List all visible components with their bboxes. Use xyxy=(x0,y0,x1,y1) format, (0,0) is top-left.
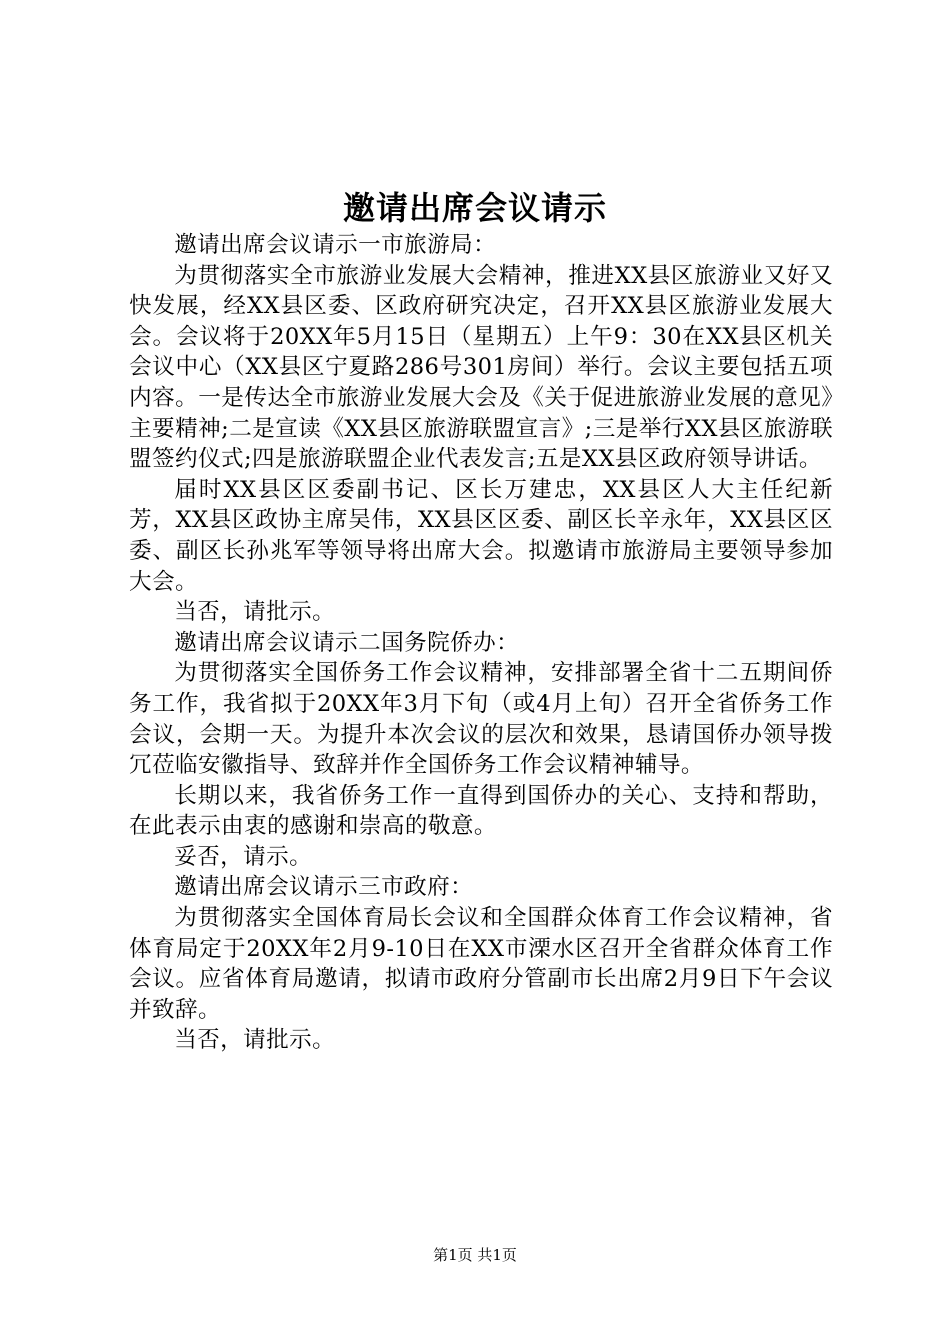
paragraph-6: 为贯彻落实全国侨务工作会议精神，安排部署全省十二五期间侨务工作，我省拟于20XX年3月下旬（或4月上旬）召开全省侨务工作会议，会期一天。为提升本次会议的层次和效果，恳请国侨办领导拨冗莅临安徽指导、致辞并作全国侨务工作会议精神辅导。 xyxy=(129,660,833,779)
document-title: 邀请出席会议请示 xyxy=(342,189,607,227)
paragraph-4: 当否，请批示。 xyxy=(174,599,336,626)
paragraph-10: 为贯彻落实全国体育局长会议和全国群众体育工作会议精神，省体育局定于20XX年2月9-10日在XX市溧水区召开全省群众体育工作会议。应省体育局邀请，拟请市政府分管副市长出席2月9日下午会议并致辞。 xyxy=(129,905,833,1023)
paragraph-9: 邀请出席会议请示三市政府： xyxy=(174,874,474,901)
document-body xyxy=(129,230,833,1056)
paragraph-11: 当否，请批示。 xyxy=(174,1027,336,1054)
paragraph-3: 届时XX县区区委副书记、区长万建忠，XX县区人大主任纪新芳，XX县区政协主席吴伟，XX县区区委、副区长辛永年，XX县区区委、副区长孙兆军等领导将出席大会。拟邀请市旅游局主要领导参加大会。 xyxy=(129,476,833,595)
paragraph-5: 邀请出席会议请示二国务院侨办： xyxy=(174,629,520,656)
paragraph-2: 为贯彻落实全市旅游业发展大会精神，推进XX县区旅游业又好又快发展，经XX县区委、区政府研究决定，召开XX县区旅游业发展大会。会议将于20XX年5月15日（星期五）上午9：30在XX县区机关会议中心（XX县区宁夏路286号301房间）举行。会议主要包括五项内容。一是传达全市旅游业发展大会及《关于促进旅游业发展的意见》主要精神;二是宣读《XX县区旅游联盟宣言》;三是举行XX县区旅游联盟签约仪式;四是旅游联盟企业代表发言;五是XX县区政府领导讲话。 xyxy=(129,262,833,473)
paragraph-1: 邀请出席会议请示一市旅游局： xyxy=(174,232,497,258)
paragraph-7: 长期以来，我省侨务工作一直得到国侨办的关心、支持和帮助，在此表示由衷的感谢和崇高的敬意。 xyxy=(129,782,833,840)
paragraph-8: 妥否，请示。 xyxy=(174,843,313,870)
page-footer: 第1页 共1页 xyxy=(433,1246,517,1264)
